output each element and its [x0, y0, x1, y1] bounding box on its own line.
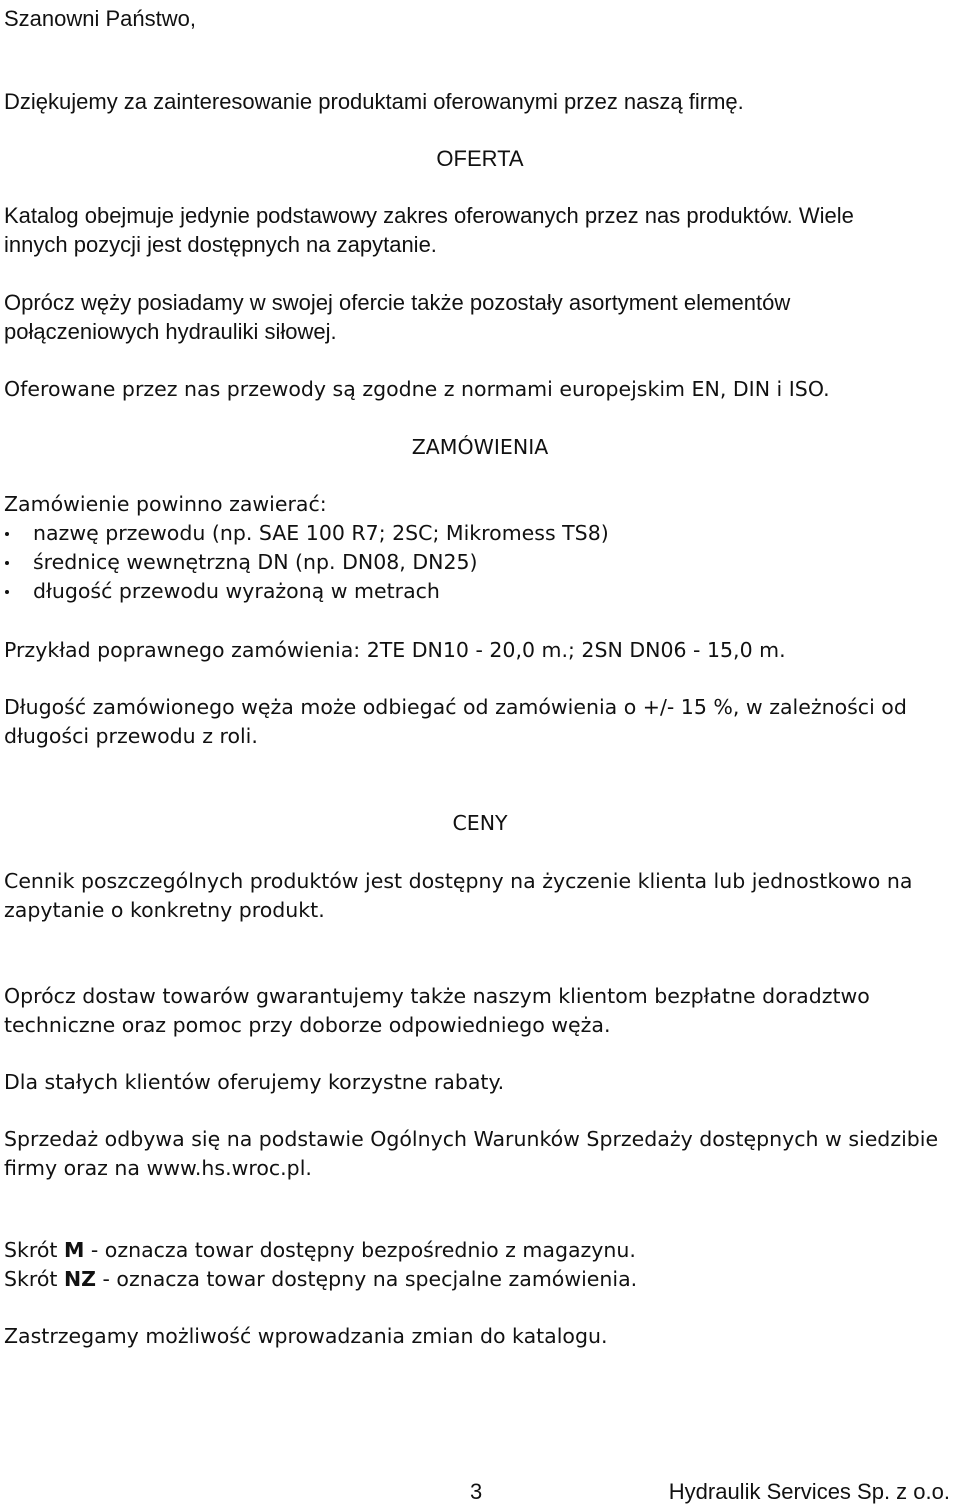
ceny-paragraph-1-line-1: Cennik poszczególnych produktów jest dostępny na życzenie klienta lub jednostkowo na [4, 869, 913, 893]
abbreviation-m-prefix: Skrót [4, 1238, 64, 1262]
abbreviation-m-code: M [63, 1238, 85, 1262]
ceny-paragraph-2-line-2: techniczne oraz pomoc przy doborze odpowiedniego węża. [4, 1013, 611, 1037]
abbreviation-m [4, 1236, 636, 1265]
length-note-line-1: Długość zamówionego węża może odbiegać od zamówienia o +/- 15 %, w zależności od [4, 695, 907, 719]
ceny-paragraph-1-line-2: zapytanie o konkretny produkt. [4, 898, 325, 922]
oferta-paragraph-2-line-1: Oprócz węży posiadamy w swojej ofercie także pozostały asortyment elementów [4, 290, 791, 315]
reservation-note: Zastrzegamy możliwość wprowadzania zmian do katalogu. [4, 1324, 608, 1348]
oferta-paragraph-1-line-1: Katalog obejmuje jedynie podstawowy zakres oferowanych przez nas produktów. Wiele [4, 203, 854, 228]
abbreviation-nz-text: - oznacza towar dostępny na specjalne zamówienia. [96, 1267, 638, 1291]
order-requirements-list [4, 519, 609, 606]
oferta-paragraph-2-line-2: połączeniowych hydrauliki siłowej. [4, 319, 337, 344]
abbreviation-m-text: - oznacza towar dostępny bezpośrednio z magazynu. [84, 1238, 636, 1262]
zamowienia-heading: ZAMÓWIENIA [411, 435, 549, 459]
thanks-line: Dziękujemy za zainteresowanie produktami oferowanymi przez naszą firmę. [4, 89, 744, 114]
oferta-paragraph-1-line-2: innych pozycji jest dostępnych na zapytanie. [4, 232, 437, 257]
ceny-paragraph-2-line-1: Oprócz dostaw towarów gwarantujemy także naszym klientom bezpłatne doradztwo [4, 984, 870, 1008]
list-item: długość przewodu wyrażoną w metrach [4, 577, 609, 606]
greeting: Szanowni Państwo, [4, 6, 196, 31]
ceny-paragraph-4-line-2: firmy oraz na www.hs.wroc.pl. [4, 1156, 312, 1180]
abbreviation-nz-prefix: Skrót [4, 1267, 64, 1291]
order-example: Przykład poprawnego zamówienia: 2TE DN10 - 20,0 m.; 2SN DN06 - 15,0 m. [4, 638, 786, 662]
ceny-heading: CENY [452, 811, 508, 835]
footer-company: Hydraulik Services Sp. z o.o. [668, 1479, 950, 1504]
list-item: średnicę wewnętrzną DN (np. DN08, DN25) [4, 548, 609, 577]
oferta-heading: OFERTA [436, 146, 524, 171]
list-item: nazwę przewodu (np. SAE 100 R7; 2SC; Mikromess TS8) [4, 519, 609, 548]
oferta-paragraph-3: Oferowane przez nas przewody są zgodne z normami europejskim EN, DIN i ISO. [4, 377, 830, 401]
zamowienia-intro: Zamówienie powinno zawierać: [4, 492, 327, 516]
abbreviation-nz-code: NZ [63, 1267, 96, 1291]
abbreviation-nz [4, 1265, 637, 1294]
page-number: 3 [470, 1479, 483, 1504]
ceny-paragraph-3: Dla stałych klientów oferujemy korzystne rabaty. [4, 1070, 505, 1094]
ceny-paragraph-4-line-1: Sprzedaż odbywa się na podstawie Ogólnych Warunków Sprzedaży dostępnych w siedzibie [4, 1127, 939, 1151]
length-note-line-2: długości przewodu z roli. [4, 724, 258, 748]
